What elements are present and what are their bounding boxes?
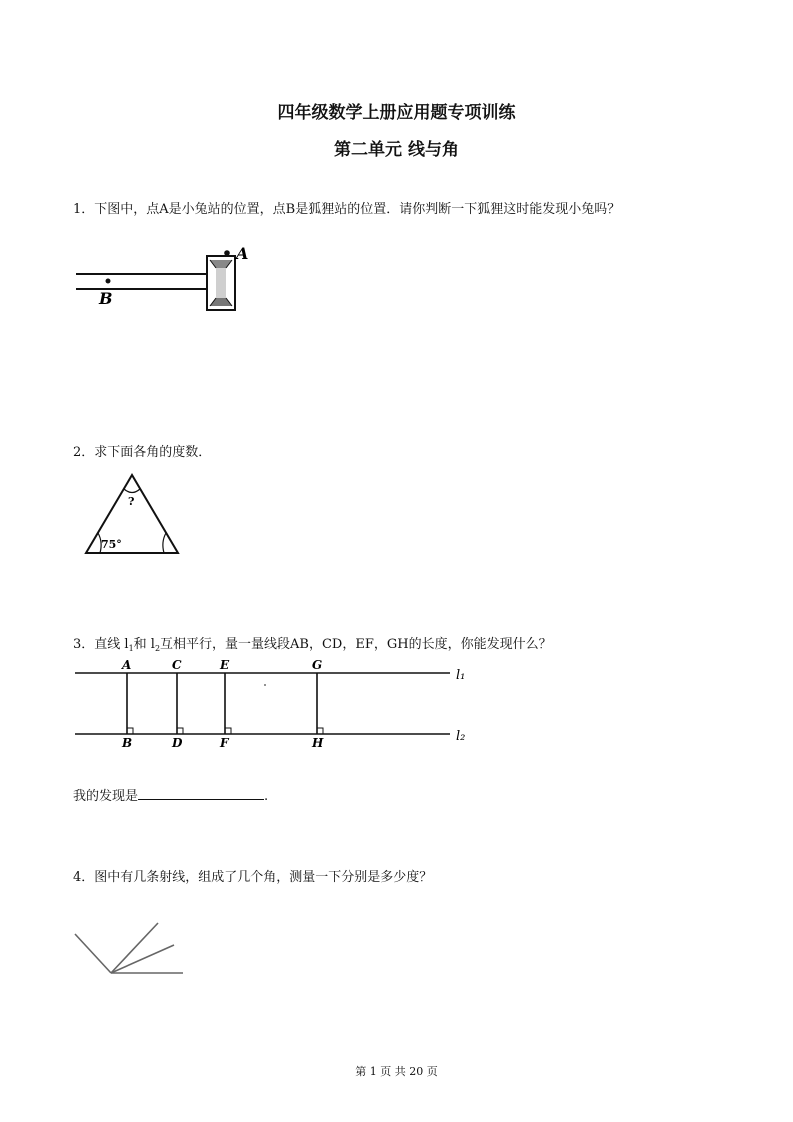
label-point-b: B xyxy=(122,736,133,750)
label-point-g: G xyxy=(312,658,323,672)
label-point-f: F xyxy=(220,736,229,750)
label-point-a: A xyxy=(122,658,132,672)
line-l1-label: l₁ xyxy=(456,668,466,683)
question-2-figure xyxy=(80,470,184,560)
ray-1 xyxy=(75,934,111,973)
known-angle-label: 75° xyxy=(101,538,122,551)
question-2-text: 2．求下面各角的度数． xyxy=(73,445,212,460)
question-4-figure xyxy=(70,915,190,985)
label-point-d: D xyxy=(172,736,183,750)
question-3-text: 3．直线 $l_1$和 $l_2$互相平行，量一量线段AB，CD，EF，GH的长度，你能发现什么？ xyxy=(73,637,552,653)
answer-blank[interactable] xyxy=(138,787,264,800)
ray-3 xyxy=(111,945,174,973)
unknown-angle-label: ? xyxy=(128,495,135,508)
label-point-e: E xyxy=(220,658,230,672)
answer-suffix: . xyxy=(264,789,269,804)
label-b: B xyxy=(99,289,113,308)
page-footer: 第 1 页 共 20 页 xyxy=(355,1065,438,1078)
question-3-figure xyxy=(70,655,480,755)
page-subtitle: 第二单元 线与角 xyxy=(334,140,459,160)
right-angle-arc xyxy=(163,533,166,553)
label-point-c: C xyxy=(172,658,182,672)
point-b xyxy=(106,279,111,284)
point-a xyxy=(224,250,230,256)
question-4-text: 4．图中有几条射线，组成了几个角，测量一下分别是多少度？ xyxy=(73,870,433,885)
obstacle-block xyxy=(207,256,235,310)
ray-2 xyxy=(111,923,158,973)
question-1-figure xyxy=(70,240,270,320)
line-l2-label: l₂ xyxy=(456,729,466,744)
triangle xyxy=(86,475,178,553)
label-a: A xyxy=(236,244,249,263)
answer-prefix: 我的发现是 xyxy=(73,789,139,804)
question-1-text: 1．下图中，点A是小兔站的位置，点B是狐狸站的位置．请你判断一下狐狸这时能发现小兔吗？ xyxy=(73,202,621,217)
page-title: 四年级数学上册应用题专项训练 xyxy=(277,103,516,123)
label-point-h: H xyxy=(312,736,324,750)
answer-line xyxy=(73,785,268,804)
top-angle-arc xyxy=(124,489,140,493)
